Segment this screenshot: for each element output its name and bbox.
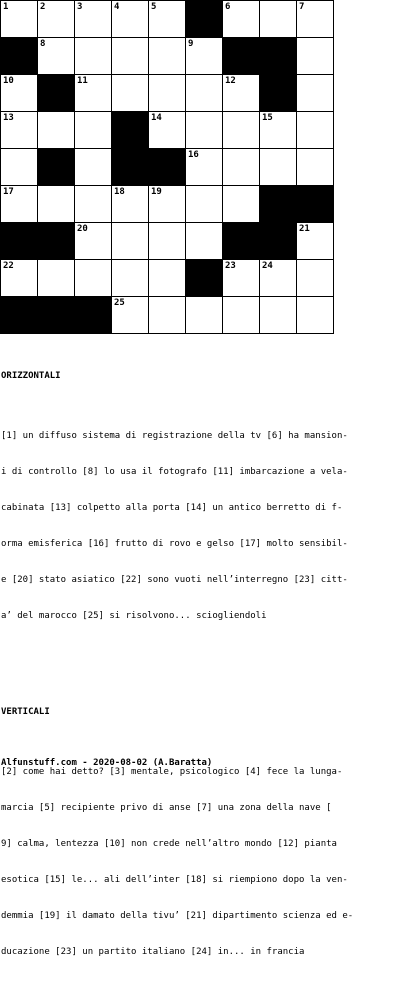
down-clue-line: marcia [5] recipiente privo di anse [7] una zona della nave [ (1, 803, 332, 813)
letter-cell[interactable] (0, 185, 38, 223)
black-cell (74, 296, 112, 334)
letter-cell[interactable] (0, 111, 38, 149)
black-cell (185, 259, 223, 297)
letter-cell[interactable] (222, 148, 260, 186)
cell-number: 2 (40, 2, 46, 12)
letter-cell[interactable] (111, 185, 149, 223)
cell-number: 11 (77, 76, 88, 86)
letter-cell[interactable] (148, 259, 186, 297)
black-cell (259, 37, 297, 75)
letter-cell[interactable] (148, 37, 186, 75)
cell-number: 6 (225, 2, 231, 12)
letter-cell[interactable] (296, 296, 334, 334)
letter-cell[interactable] (111, 296, 149, 334)
letter-cell[interactable] (185, 185, 223, 223)
letter-cell[interactable] (37, 0, 75, 38)
letter-cell[interactable] (296, 0, 334, 38)
black-cell (259, 222, 297, 260)
letter-cell[interactable] (185, 296, 223, 334)
cell-number: 17 (3, 187, 14, 197)
letter-cell[interactable] (148, 222, 186, 260)
cell-number: 12 (225, 76, 236, 86)
across-clue-line: a’ del marocco [25] si risolvono... sciogliendoli (1, 611, 267, 621)
cell-number: 23 (225, 261, 236, 271)
cell-number: 8 (40, 39, 46, 49)
letter-cell[interactable] (74, 111, 112, 149)
black-cell (0, 296, 38, 334)
letter-cell[interactable] (296, 111, 334, 149)
across-clue-line: i di controllo [8] lo usa il fotografo [11] imbarcazione a vela- (1, 467, 348, 477)
letter-cell[interactable] (296, 222, 334, 260)
footer-credit: Alfunstuff.com - 2020-08-02 (A.Baratta) (1, 758, 213, 768)
across-clue-line: [1] un diffuso sistema di registrazione della tv [6] ha mansion- (1, 431, 348, 441)
letter-cell[interactable] (74, 185, 112, 223)
down-clue-line: demmia [19] il damato della tivu’ [21] dipartimento scienza ed e- (1, 911, 354, 921)
cell-number: 19 (151, 187, 162, 197)
letter-cell[interactable] (296, 74, 334, 112)
letter-cell[interactable] (111, 222, 149, 260)
cell-number: 1 (3, 2, 9, 12)
down-clue-line: ducazione [23] un partito italiano [24] in... in francia (1, 947, 305, 957)
crossword-grid (0, 0, 334, 334)
letter-cell[interactable] (296, 148, 334, 186)
black-cell (37, 74, 75, 112)
cell-number: 22 (3, 261, 14, 271)
letter-cell[interactable] (74, 0, 112, 38)
letter-cell[interactable] (259, 111, 297, 149)
letter-cell[interactable] (185, 74, 223, 112)
letter-cell[interactable] (111, 74, 149, 112)
letter-cell[interactable] (148, 111, 186, 149)
down-clue-line: esotica [15] le... ali dell’inter [18] si riempiono dopo la ven- (1, 875, 348, 885)
cell-number: 14 (151, 113, 162, 123)
cell-number: 10 (3, 76, 14, 86)
letter-cell[interactable] (259, 296, 297, 334)
cell-number: 13 (3, 113, 14, 123)
cell-number: 15 (262, 113, 273, 123)
down-clue-line: 9] calma, lentezza [10] non crede nell’altro mondo [12] pianta (1, 839, 337, 849)
cell-number: 18 (114, 187, 125, 197)
letter-cell[interactable] (148, 74, 186, 112)
cell-number: 5 (151, 2, 157, 12)
letter-cell[interactable] (74, 37, 112, 75)
black-cell (37, 222, 75, 260)
black-cell (185, 0, 223, 38)
black-cell (148, 148, 186, 186)
letter-cell[interactable] (0, 0, 38, 38)
black-cell (111, 148, 149, 186)
letter-cell[interactable] (296, 259, 334, 297)
letter-cell[interactable] (37, 37, 75, 75)
letter-cell[interactable] (0, 259, 38, 297)
letter-cell[interactable] (148, 0, 186, 38)
cell-number: 21 (299, 224, 310, 234)
cell-number: 4 (114, 2, 120, 12)
letter-cell[interactable] (222, 74, 260, 112)
letter-cell[interactable] (259, 0, 297, 38)
black-cell (259, 74, 297, 112)
letter-cell[interactable] (0, 74, 38, 112)
letter-cell[interactable] (185, 111, 223, 149)
black-cell (0, 37, 38, 75)
black-cell (0, 222, 38, 260)
letter-cell[interactable] (111, 259, 149, 297)
letter-cell[interactable] (74, 259, 112, 297)
cell-number: 25 (114, 298, 125, 308)
cell-number: 16 (188, 150, 199, 160)
letter-cell[interactable] (74, 148, 112, 186)
letter-cell[interactable] (111, 0, 149, 38)
across-clue-line: orma emisferica [16] frutto di rovo e gelso [17] molto sensibil- (1, 539, 348, 549)
letter-cell[interactable] (111, 37, 149, 75)
letter-cell[interactable] (74, 74, 112, 112)
letter-cell[interactable] (259, 148, 297, 186)
section-spacer (1, 670, 397, 682)
down-title: VERTICALI (1, 707, 50, 717)
across-clue-line: cabinata [13] colpetto alla porta [14] un antico berretto di f- (1, 503, 343, 513)
letter-cell[interactable] (222, 111, 260, 149)
down-clue-line: [2] come hai detto? [3] mentale, psicologico [4] fece la lunga- (1, 767, 343, 777)
letter-cell[interactable] (185, 37, 223, 75)
cell-number: 3 (77, 2, 83, 12)
across-clue-line: e [20] stato asiatico [22] sono vuoti nell’interregno [23] citt- (1, 575, 348, 585)
letter-cell[interactable] (148, 185, 186, 223)
letter-cell[interactable] (148, 296, 186, 334)
letter-cell[interactable] (37, 259, 75, 297)
letter-cell[interactable] (259, 259, 297, 297)
clues-panel (1, 346, 397, 994)
across-clues (1, 406, 397, 646)
letter-cell[interactable] (222, 0, 260, 38)
letter-cell[interactable] (37, 111, 75, 149)
letter-cell[interactable] (185, 148, 223, 186)
black-cell (222, 222, 260, 260)
black-cell (296, 185, 334, 223)
letter-cell[interactable] (37, 185, 75, 223)
letter-cell[interactable] (296, 37, 334, 75)
cell-number: 20 (77, 224, 88, 234)
across-title: ORIZZONTALI (1, 371, 61, 381)
cell-number: 9 (188, 39, 194, 49)
black-cell (259, 185, 297, 223)
letter-cell[interactable] (222, 259, 260, 297)
letter-cell[interactable] (74, 222, 112, 260)
black-cell (222, 37, 260, 75)
black-cell (37, 296, 75, 334)
cell-number: 24 (262, 261, 273, 271)
cell-number: 7 (299, 2, 305, 12)
black-cell (37, 148, 75, 186)
letter-cell[interactable] (222, 296, 260, 334)
letter-cell[interactable] (0, 148, 38, 186)
letter-cell[interactable] (222, 185, 260, 223)
down-clues (1, 742, 397, 982)
letter-cell[interactable] (185, 222, 223, 260)
black-cell (111, 111, 149, 149)
